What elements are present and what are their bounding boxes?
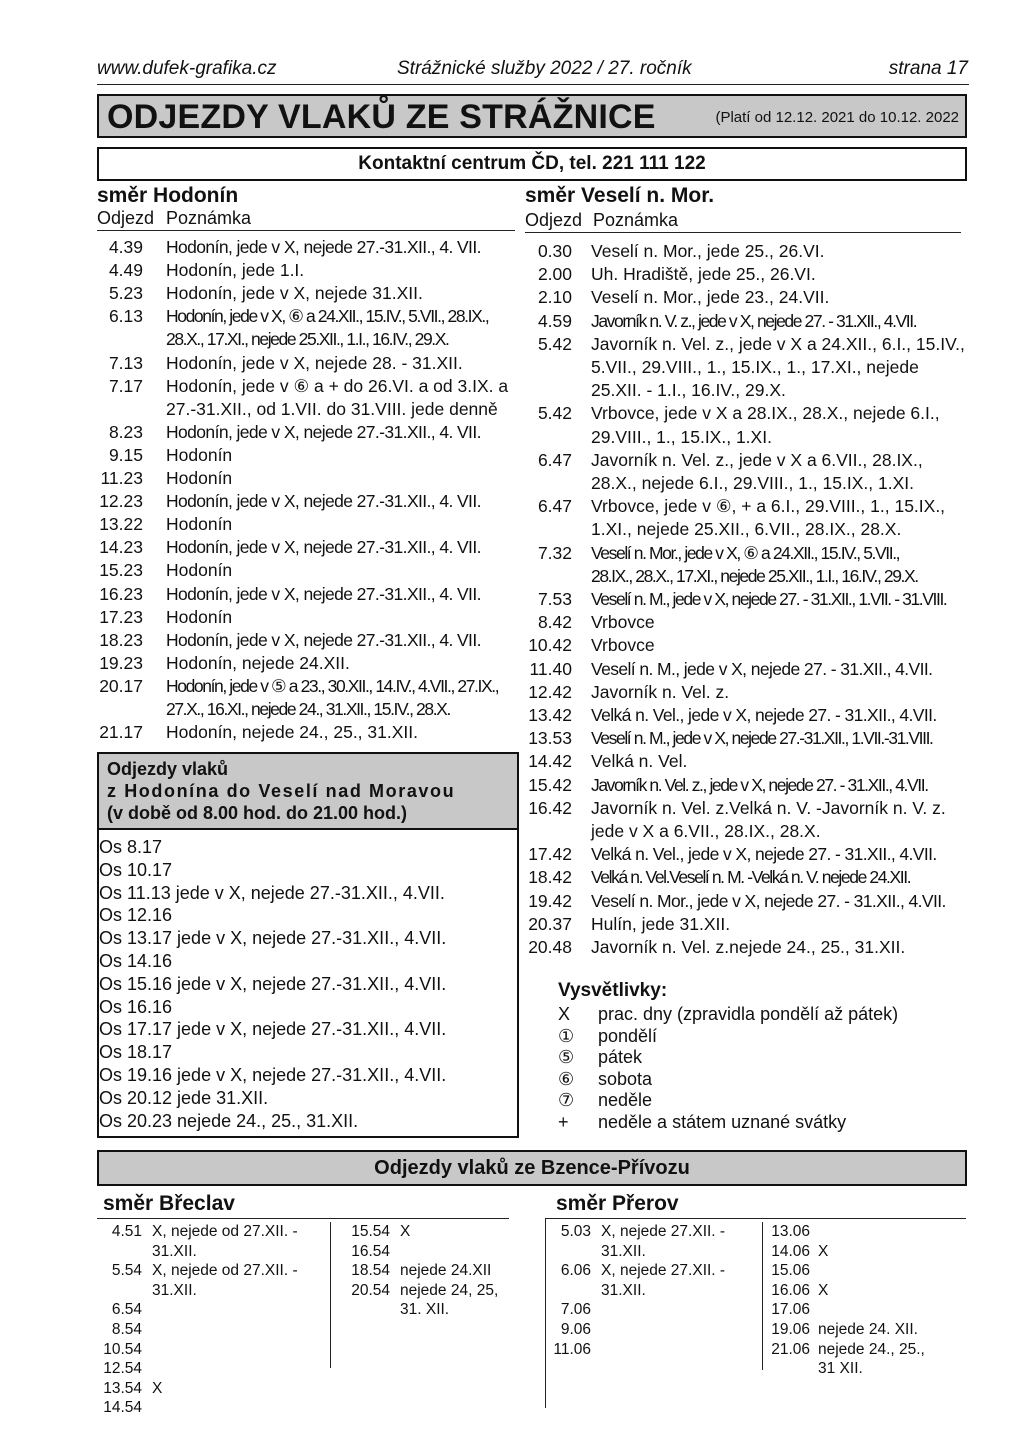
departure-time: 8.42 (537, 612, 572, 633)
departure-note: Hodonín, nejede 24.XII. (166, 652, 350, 673)
departure-time: 16.54 (351, 1242, 390, 1260)
departure-note: Veselí n. Mor., jede v X, ⑥ a 24.XII., 15.IV., 5.VII., (591, 542, 900, 563)
departure-note: Veselí n. Mor., jede 25., 26.VI. (591, 241, 825, 261)
legend-text: neděle (598, 1090, 653, 1111)
departure-time: 4.59 (537, 310, 572, 331)
departure-time: 19.06 (771, 1321, 810, 1338)
departure-time: 15.42 (528, 774, 572, 795)
legend-symbol: + (558, 1112, 569, 1132)
legend-title: Vysvětlivky: (558, 980, 668, 1001)
departure-time: 12.42 (528, 681, 572, 702)
departure-note: Javorník n. Vel. z., jede v X, nejede 27. - 31.XII., 4.VII. (591, 774, 928, 795)
departure-time: 5.23 (108, 283, 143, 304)
departure-time: 13.22 (99, 514, 143, 535)
departure-note: Veselí n. M., jede v X, nejede 27.-31.XII., 1.VII.-31.VIII. (591, 728, 933, 749)
veseli-col-departure: Odjezd (525, 210, 583, 230)
departure-note: 28.X., nejede 6.I., 29.VIII., 1., 15.IX., 1.XI. (591, 473, 914, 493)
departure-time: 7.13 (108, 352, 143, 373)
departure-note: Hodonín, jede v X, nejede 27.-31.XII., 4. VII. (166, 537, 481, 558)
train-row: Os 18.17 (99, 1042, 173, 1063)
departure-note: Hodonín, jede 1.I. (166, 260, 305, 281)
departure-note: Velká n. Vel.Veselí n. M. -Velká n. V. nejede 24.XII. (591, 867, 911, 888)
train-row: Os 12.16 (99, 905, 173, 926)
hodonin-col-note: Poznámka (166, 208, 252, 228)
departure-time: 9.06 (560, 1321, 591, 1338)
header-divider (97, 84, 969, 85)
veseli-col-note: Poznámka (593, 210, 679, 230)
departure-note: nejede 24, 25, (400, 1281, 499, 1299)
departure-time: 6.54 (111, 1301, 142, 1319)
departure-time: 20.37 (528, 913, 572, 934)
departure-note: Veselí n. Mor., jede 23., 24.VII. (591, 287, 830, 308)
departure-time: 6.47 (537, 496, 572, 517)
departure-note: nejede 24.XII (400, 1262, 492, 1280)
legend-text: prac. dny (zpravidla pondělí až pátek) (598, 1004, 899, 1024)
train-row: Os 19.16 jede v X, nejede 27.-31.XII., 4.VII. (99, 1065, 447, 1085)
departure-time: 14.23 (99, 537, 143, 558)
train-row: Os 11.13 jede v X, nejede 27.-31.XII., 4.VII. (99, 882, 445, 903)
departure-time: 11.06 (553, 1340, 591, 1358)
departure-time: 16.06 (771, 1281, 810, 1299)
departure-note: Javorník n. Vel. z., jede v X a 6.VII., 28.IX., (591, 449, 923, 470)
departure-time: 0.30 (537, 241, 572, 261)
departure-time: 15.54 (351, 1223, 390, 1240)
hodonin-veseli-box (97, 752, 519, 1138)
departure-note: jede v X a 6.VII., 28.IX., 28.X. (591, 821, 821, 841)
departure-note: X (818, 1242, 829, 1260)
hodonin-col-departure: Odjezd (97, 208, 155, 228)
departure-time: 17.23 (99, 606, 143, 627)
departure-note: Hodonín, jede v X, nejede 27.-31.XII., 4. VII. (166, 237, 481, 257)
departure-time: 12.54 (103, 1360, 142, 1378)
train-row: Os 17.17 jede v X, nejede 27.-31.XII., 4.VII. (99, 1019, 447, 1040)
train-row: Os 20.23 nejede 24., 25., 31.XII. (99, 1110, 359, 1131)
departure-note: Javorník n. V. z., jede v X, nejede 27. - 31.XII., 4.VII. (591, 310, 917, 331)
departure-note: 31.XII. (152, 1242, 197, 1260)
departure-time: 14.54 (103, 1399, 142, 1417)
departure-note: 1.XI., nejede 25.XII., 6.VII., 28.IX., 28.X. (591, 519, 902, 540)
departure-time: 7.32 (537, 542, 572, 563)
departure-note: Veselí n. M., jede v X, nejede 27. - 31.XII., 4.VII. (591, 658, 933, 679)
legend-symbol: ⑤ (558, 1047, 575, 1068)
departure-note: Hodonín, jede v ⑤ a 23., 30.XII., 14.IV., 4.VII., 27.IX., (166, 675, 499, 696)
prerov-direction-title: směr Přerov (556, 1192, 679, 1215)
departure-note: Velká n. Vel. (591, 751, 688, 772)
departure-time: 13.06 (771, 1223, 810, 1240)
train-row: Os 13.17 jede v X, nejede 27.-31.XII., 4.VII. (99, 928, 447, 949)
box-title-line1: Odjezdy vlaků (107, 759, 229, 779)
departure-note: X (400, 1223, 411, 1240)
publication-title: Strážnické služby 2022 / 27. ročník (397, 58, 692, 79)
departure-time: 4.49 (108, 260, 143, 281)
departure-note: Javorník n. Vel. z., jede v X a 24.XII., 6.I., 15.IV., (591, 333, 965, 354)
departure-time: 16.23 (99, 583, 143, 604)
departure-time: 5.42 (537, 333, 572, 354)
departure-time: 20.17 (99, 675, 143, 696)
contact-banner: Kontaktní centrum ČD, tel. 221 111 122 (97, 147, 967, 181)
departure-note: X, nejede 27.XII. - (601, 1262, 726, 1280)
departure-note: Uh. Hradiště, jede 25., 26.VI. (591, 264, 816, 285)
departure-note: 31.XII. (152, 1281, 197, 1299)
departure-time: 6.06 (560, 1262, 591, 1280)
departure-time: 4.39 (108, 237, 143, 257)
page-title: ODJEZDY VLAKŮ ZE STRÁŽNICE (107, 98, 656, 136)
departure-time: 20.54 (351, 1281, 390, 1299)
breclav-rule (97, 1218, 509, 1219)
train-row: Os 14.16 (99, 951, 173, 971)
train-row: Os 20.12 jede 31.XII. (99, 1087, 269, 1108)
train-row: Os 15.16 jede v X, nejede 27.-31.XII., 4.VII. (99, 973, 447, 994)
departure-note: 31.XII. (601, 1242, 646, 1260)
departure-note: Velká n. Vel., jede v X, nejede 27. - 31.XII., 4.VII. (591, 705, 937, 725)
departure-note: 25.XII. - 1.I., 16.IV., 29.X. (591, 380, 786, 401)
departure-note: X, nejede 27.XII. - (601, 1223, 726, 1240)
train-row: Os 8.17 (99, 837, 163, 857)
departure-time: 5.54 (111, 1262, 142, 1280)
veseli-header-rule (525, 232, 961, 233)
departure-time: 20.48 (528, 937, 572, 957)
departure-time: 7.06 (560, 1301, 591, 1319)
departure-time: 19.42 (528, 890, 572, 911)
departure-note: X, nejede od 27.XII. - (152, 1223, 298, 1240)
legend-text: sobota (598, 1068, 653, 1089)
legend-symbol: X (558, 1004, 571, 1024)
departure-note: X, nejede od 27.XII. - (152, 1262, 298, 1280)
departure-time: 11.40 (529, 658, 572, 679)
title-banner (97, 94, 967, 138)
departure-note: Hodonín (166, 514, 233, 535)
departure-time: 9.15 (108, 444, 143, 465)
departure-note: nejede 24. XII. (818, 1321, 918, 1338)
departure-note: 27.X., 16.XI., nejede 24., 31.XII., 15.IV., 28.X. (166, 699, 450, 719)
departure-note: 29.VIII., 1., 15.IX., 1.XI. (591, 426, 772, 447)
departure-note: Hulín, jede 31.XII. (591, 913, 731, 934)
validity-period: (Platí od 12.12. 2021 do 10.12. 2022 (715, 109, 959, 126)
departure-time: 6.13 (108, 306, 143, 327)
departure-time: 13.54 (103, 1379, 142, 1397)
departure-note: Hodonín, jede v X, nejede 27.-31.XII., 4. VII. (166, 421, 481, 442)
departure-time: 10.42 (528, 635, 572, 656)
departure-time: 15.06 (771, 1262, 810, 1280)
train-row: Os 10.17 (99, 859, 173, 880)
departure-note: 27.-31.XII., od 1.VII. do 31.VIII. jede denně (166, 398, 498, 419)
legend-text: pondělí (598, 1025, 658, 1046)
departure-time: 13.53 (528, 728, 572, 749)
departure-note: Velká n. Vel., jede v X, nejede 27. - 31.XII., 4.VII. (591, 844, 937, 865)
departure-note: 31.XII. (601, 1281, 646, 1299)
departure-note: Hodonín, jede v ⑥ a + do 26.VI. a od 3.IX. a (166, 375, 509, 396)
train-row: Os 16.16 (99, 996, 173, 1017)
departure-time: 5.42 (537, 403, 572, 424)
departure-time: 7.53 (537, 589, 572, 609)
departure-note: Javorník n. Vel. z. (591, 681, 730, 702)
prerov-rule (546, 1218, 966, 1219)
departure-time: 4.51 (111, 1223, 142, 1240)
departure-note: Veselí n. M., jede v X, nejede 27. - 31.XII., 1.VII. - 31.VIII. (591, 589, 947, 609)
hodonin-direction-title: směr Hodonín (97, 184, 239, 207)
departure-time: 17.42 (528, 844, 572, 865)
departure-time: 18.42 (528, 867, 572, 888)
departure-note: 28.IX., 28.X., 17.XI., nejede 25.XII., 1.I., 16.IV., 29.X. (591, 565, 918, 586)
departure-time: 8.54 (111, 1321, 142, 1338)
departure-time: 13.42 (528, 705, 572, 725)
departure-note: Hodonín, jede v X, nejede 27.-31.XII., 4. VII. (166, 583, 481, 604)
departure-note: Vrbovce (591, 612, 655, 633)
departure-note: X (152, 1379, 163, 1397)
departure-time: 8.23 (108, 421, 143, 442)
breclav-direction-title: směr Břeclav (103, 1192, 235, 1215)
departure-time: 2.00 (537, 264, 572, 285)
departure-note: Javorník n. Vel. z.Velká n. V. -Javorník n. V. z. (591, 797, 946, 818)
departure-time: 21.17 (99, 722, 143, 743)
departure-note: Vrbovce, jede v X a 28.IX., 28.X., nejede 6.I., (591, 403, 940, 424)
departure-note: Hodonín, jede v X, ⑥ a 24.XII., 15.IV., 5.VII., 28.IX., (166, 306, 489, 327)
departure-note: 31. XII. (400, 1301, 450, 1319)
departure-time: 16.42 (528, 797, 572, 818)
departure-time: 14.42 (528, 751, 572, 772)
departure-note: 5.VII., 29.VIII., 1., 15.IX., 1., 17.XI., nejede (591, 357, 919, 377)
departure-note: Hodonín, jede v X, nejede 27.-31.XII., 4. VII. (166, 491, 481, 512)
departure-time: 2.10 (537, 287, 572, 308)
departure-time: 10.54 (103, 1340, 142, 1358)
departure-time: 21.06 (771, 1340, 810, 1358)
departure-note: 31 XII. (818, 1360, 863, 1378)
departure-note: Hodonín, jede v X, nejede 27.-31.XII., 4. VII. (166, 629, 481, 650)
departure-time: 18.23 (99, 629, 143, 650)
departure-time: 6.47 (537, 449, 572, 470)
departure-time: 12.23 (99, 491, 143, 512)
departure-note: Hodonín, jede v X, nejede 31.XII. (166, 283, 423, 304)
departure-note: Hodonín (166, 468, 233, 488)
legend-symbol: ⑦ (558, 1090, 575, 1111)
departure-note: Hodonín (166, 606, 233, 627)
departure-note: Veselí n. Mor., jede v X, nejede 27. - 31.XII., 4.VII. (591, 890, 946, 911)
departure-time: 15.23 (99, 560, 143, 581)
page-number: strana 17 (888, 58, 968, 79)
hodonin-veseli-box-header (99, 754, 517, 830)
legend-text: neděle a státem uznané svátky (598, 1112, 847, 1132)
hodonin-header-rule (97, 230, 515, 231)
departure-note: Hodonín (166, 444, 233, 465)
site-url: www.dufek-grafika.cz (97, 58, 277, 79)
veseli-direction-title: směr Veselí n. Mor. (525, 184, 715, 207)
departure-time: 11.23 (100, 468, 143, 488)
bzenec-banner: Odjezdy vlaků ze Bzence-Přívozu (97, 1150, 967, 1186)
departure-time: 14.06 (771, 1242, 810, 1260)
box-title-line2: z Hodonína do Veselí nad Moravou (107, 781, 456, 801)
departure-note: Vrbovce, jede v ⑥, + a 6.I., 29.VIII., 1., 15.IX., (591, 496, 946, 517)
legend-symbol: ① (558, 1025, 575, 1046)
departure-time: 18.54 (351, 1262, 390, 1280)
legend-symbol: ⑥ (558, 1068, 575, 1089)
departure-note: X (818, 1281, 829, 1299)
departure-note: Javorník n. Vel. z.nejede 24., 25., 31.XII. (591, 937, 906, 957)
departure-note: Hodonín, jede v X, nejede 28. - 31.XII. (166, 352, 463, 373)
departure-time: 19.23 (99, 652, 143, 673)
departure-note: Hodonín (166, 560, 233, 581)
departure-note: nejede 24., 25., (818, 1340, 925, 1358)
departure-time: 17.06 (771, 1301, 810, 1319)
departure-note: 28.X., 17.XI., nejede 25.XII., 1.I., 16.IV., 29.X. (166, 329, 449, 350)
departure-note: Hodonín, nejede 24., 25., 31.XII. (166, 722, 418, 743)
departure-note: Vrbovce (591, 635, 655, 656)
box-title-line3: (v době od 8.00 hod. do 21.00 hod.) (107, 803, 408, 823)
departure-time: 7.17 (108, 375, 143, 396)
legend-text: pátek (598, 1047, 643, 1068)
departure-time: 5.03 (560, 1223, 591, 1240)
